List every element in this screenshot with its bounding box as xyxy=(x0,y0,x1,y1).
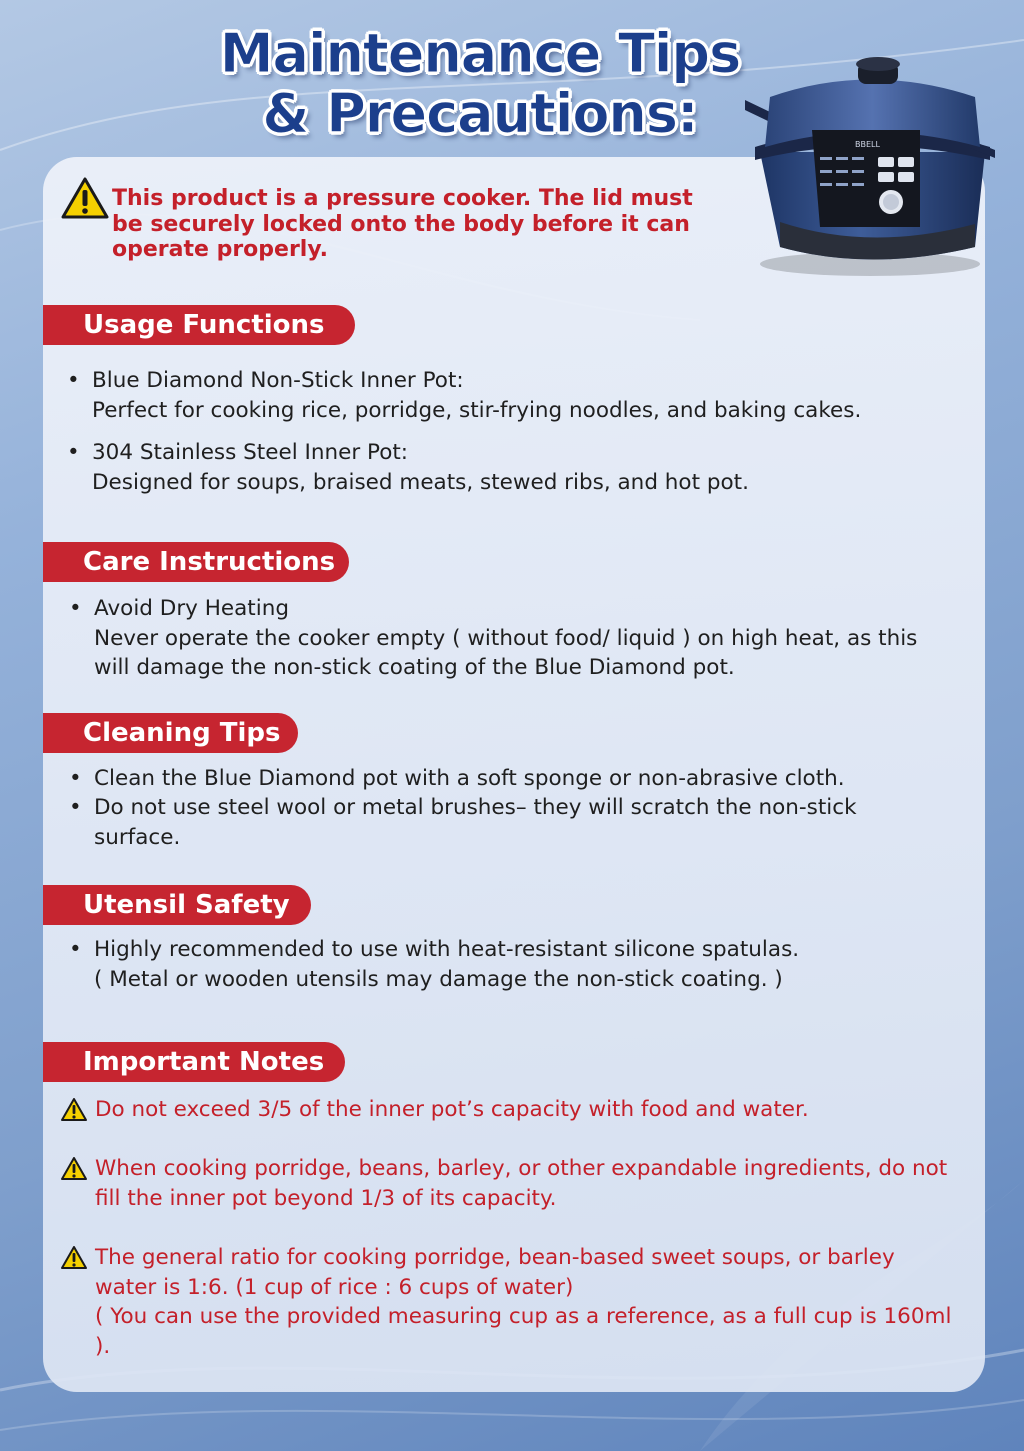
warning-triangle-icon xyxy=(60,1156,88,1181)
item-text: Clean the Blue Diamond pot with a soft sponge or non-abrasive cloth. xyxy=(94,766,845,791)
list-item xyxy=(69,935,974,994)
item-text: Designed for soups, braised meats, stewed ribs, and hot pot. xyxy=(92,469,749,495)
section-heading-cleaning: Cleaning Tips xyxy=(43,713,298,753)
bullet-icon: • xyxy=(67,440,80,465)
pressure-cooker-lid-warning: This product is a pressure cooker. The lid must be securely locked onto the body before it can operate properly. xyxy=(112,186,693,262)
list-item xyxy=(69,594,974,683)
item-text-line: will damage the non-stick coating of the Blue Diamond pot. xyxy=(94,655,735,680)
section-heading-usage: Usage Functions xyxy=(43,305,355,345)
page-title-line-2: & Precautions: xyxy=(262,82,698,145)
item-text-line: Highly recommended to use with heat-resistant silicone spatulas. xyxy=(94,937,800,962)
pressure-cooker-image xyxy=(740,52,1000,282)
item-text-line: ( Metal or wooden utensils may damage the non-stick coating. ) xyxy=(94,966,783,992)
note-line: The general ratio for cooking porridge, bean-based sweet soups, or barley xyxy=(95,1245,895,1270)
item-text: Do not use steel wool or metal brushes– they will scratch the non-stick surface. xyxy=(94,795,857,850)
list-item xyxy=(69,764,974,794)
item-title: Avoid Dry Heating xyxy=(94,596,289,621)
section-heading-care: Care Instructions xyxy=(43,542,349,582)
list-item xyxy=(69,793,914,852)
list-item xyxy=(67,366,972,425)
important-note: When cooking porridge, beans, barley, or other expandable ingredients, do not fill the inner pot beyond 1/3 of its capacity. xyxy=(95,1156,948,1211)
warning-triangle-icon xyxy=(60,1245,88,1270)
important-note: Do not exceed 3/5 of the inner pot’s capacity with food and water. xyxy=(95,1097,809,1122)
warning-triangle-icon xyxy=(60,176,110,220)
bullet-icon: • xyxy=(69,937,82,962)
bullet-icon: • xyxy=(69,596,82,621)
list-item xyxy=(67,438,972,497)
bullet-icon: • xyxy=(69,766,82,791)
note-line: water is 1:6. (1 cup of rice : 6 cups of water) xyxy=(95,1274,574,1300)
bullet-icon: • xyxy=(69,795,82,820)
item-title: Blue Diamond Non-Stick Inner Pot: xyxy=(92,368,464,393)
item-title: 304 Stainless Steel Inner Pot: xyxy=(92,440,409,465)
warning-triangle-icon xyxy=(60,1097,88,1122)
section-heading-important: Important Notes xyxy=(43,1042,345,1082)
item-text-line: Never operate the cooker empty ( without food/ liquid ) on high heat, as this xyxy=(94,625,918,651)
bullet-icon: • xyxy=(67,368,80,393)
section-heading-utensil: Utensil Safety xyxy=(43,885,311,925)
page-title-line-1: Maintenance Tips xyxy=(219,22,741,85)
item-text: Perfect for cooking rice, porridge, stir-frying noodles, and baking cakes. xyxy=(92,397,862,423)
brand-label: BBELL xyxy=(855,140,880,149)
note-line: ( You can use the provided measuring cup as a reference, as a full cup is 160ml ). xyxy=(95,1304,952,1359)
important-note xyxy=(95,1243,965,1361)
